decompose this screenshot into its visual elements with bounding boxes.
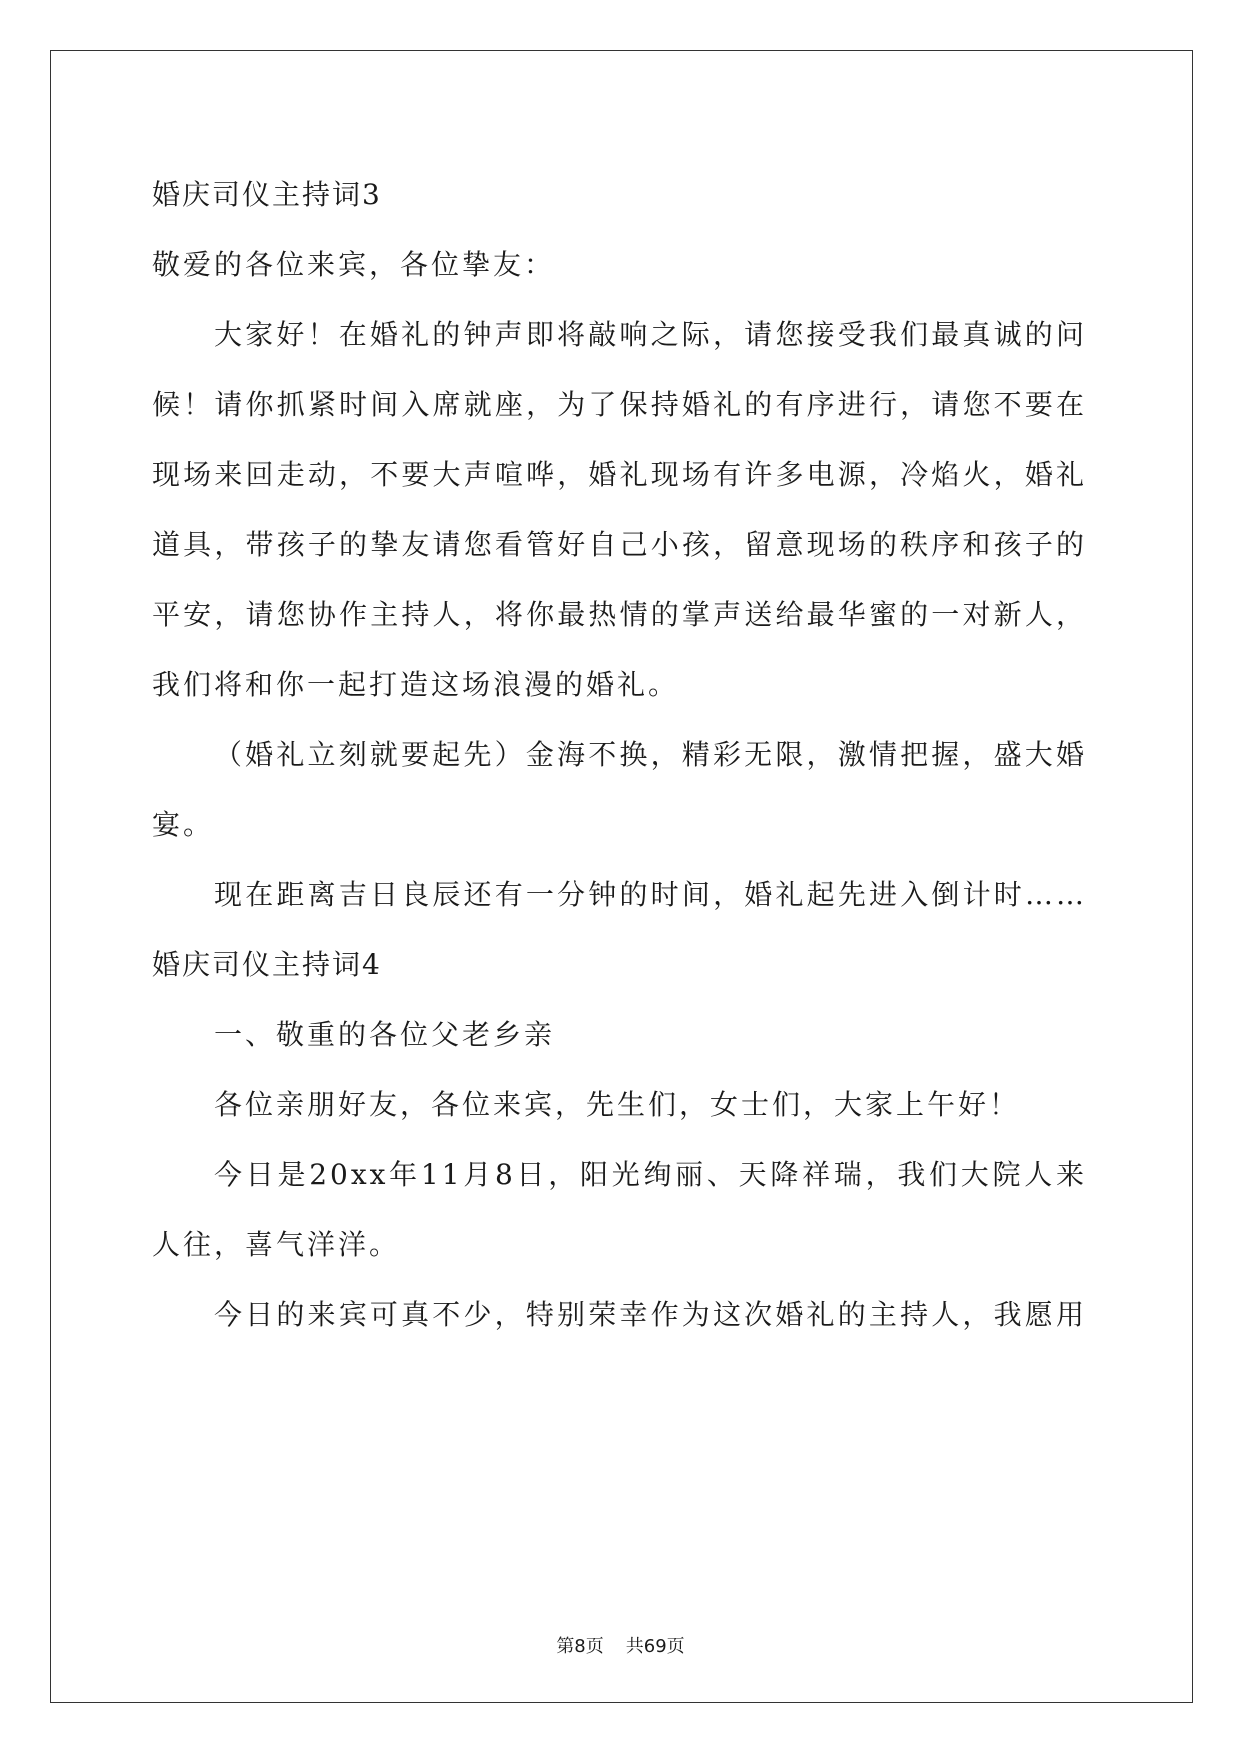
document-body [152, 160, 1087, 1350]
paragraph-line: 道具，带孩子的挚友请您看管好自己小孩，留意现场的秩序和孩子的 [152, 528, 1087, 561]
paragraph-line: 大家好！在婚礼的钟声即将敲响之际，请您接受我们最真诚的问 [214, 318, 1087, 351]
paragraph-line: 一、敬重的各位父老乡亲 [214, 1018, 556, 1051]
section-heading-3: 婚庆司仪主持词3 [152, 178, 382, 211]
paragraph-line: 候！请你抓紧时间入席就座，为了保持婚礼的有序进行，请您不要在 [152, 388, 1087, 421]
paragraph-line: 现在距离吉日良辰还有一分钟的时间，婚礼起先进入倒计时…… [214, 878, 1087, 911]
paragraph-line: （婚礼立刻就要起先）金海不换，精彩无限，激情把握，盛大婚 [214, 738, 1087, 771]
paragraph-line: 我们将和你一起打造这场浪漫的婚礼。 [152, 668, 680, 701]
page-footer [0, 1632, 1241, 1658]
paragraph-line: 今日是20xx年11月8日，阳光绚丽、天降祥瑞，我们大院人来 [214, 1158, 1087, 1191]
paragraph-line: 各位亲朋好友，各位来宾，先生们，女士们，大家上午好！ [214, 1088, 1021, 1121]
paragraph-line: 今日的来宾可真不少，特别荣幸作为这次婚礼的主持人，我愿用 [214, 1298, 1087, 1331]
section-heading-4: 婚庆司仪主持词4 [152, 948, 382, 981]
salutation: 敬爱的各位来宾，各位挚友： [152, 248, 556, 281]
page-number: 第8页 [556, 1636, 604, 1657]
paragraph-line: 平安，请您协作主持人，将你最热情的掌声送给最华蜜的一对新人， [152, 598, 1087, 631]
paragraph-line: 现场来回走动，不要大声喧哗，婚礼现场有许多电源，冷焰火，婚礼 [152, 458, 1087, 491]
page-total: 共69页 [625, 1636, 685, 1657]
paragraph-line: 人往，喜气洋洋。 [152, 1228, 401, 1261]
paragraph-line: 宴。 [152, 808, 215, 841]
